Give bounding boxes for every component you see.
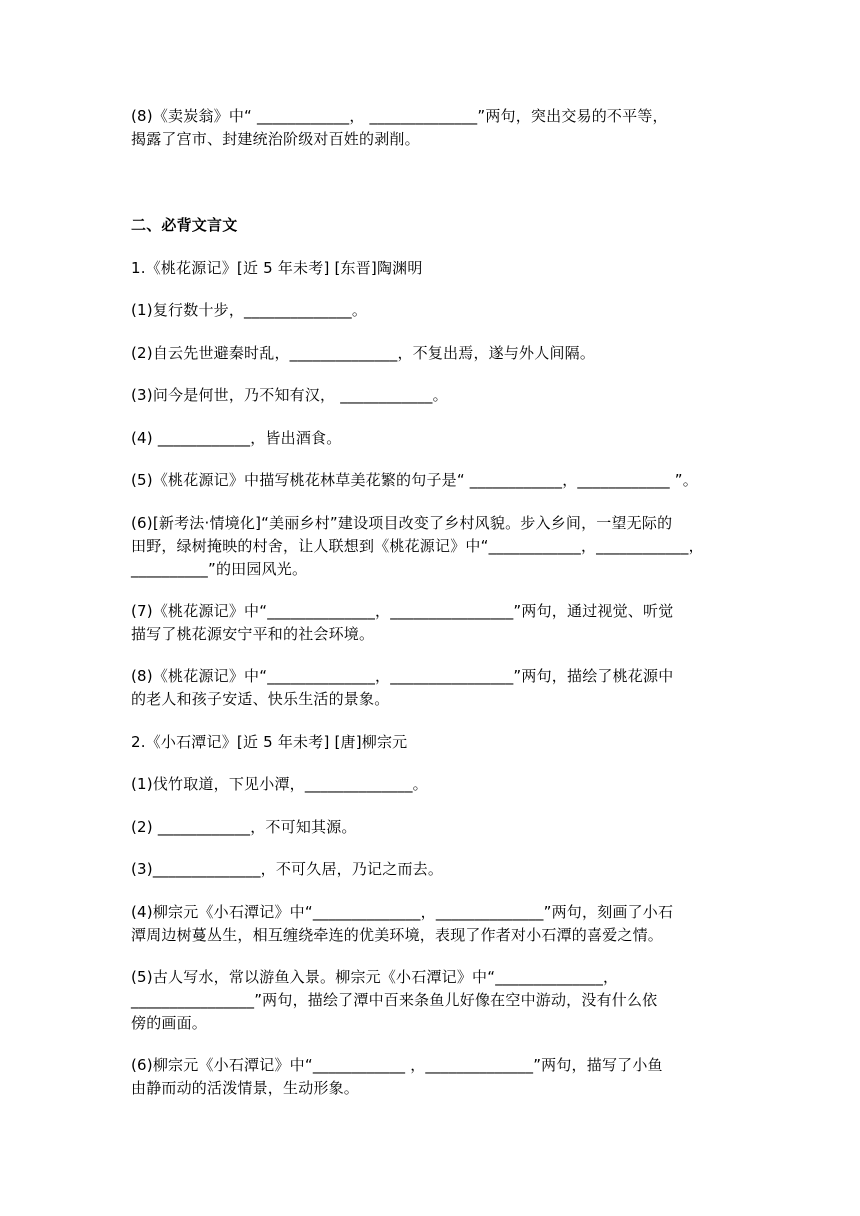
thy-q7-line2: 描写了桃花源安宁平和的社会环境。 — [131, 625, 375, 643]
xiaoshitanji-title: 2.《小石潭记》[近 5 年未考] [唐]柳宗元 — [131, 733, 408, 751]
xst-q4-line2: 潭周边树蔓丛生，相互缠绕牵连的优美环境，表现了作者对小石潭的喜爱之情。 — [131, 926, 664, 944]
thy-q7-line1: (7)《桃花源记》中“______________，________________”两句，通过视觉、听觉 — [131, 602, 674, 620]
thy-q8-line1: (8)《桃花源记》中“______________，________________”两句，描绘了桃花源中 — [131, 667, 674, 685]
thy-q3: (3)问今是何世，乃不知有汉， ____________。 — [131, 386, 448, 404]
thy-q8-line2: 的老人和孩子安适、快乐生活的景象。 — [131, 690, 390, 708]
thy-q5: (5)《桃花源记》中描写桃花林草美花繁的句子是“ ____________，____________ ”。 — [131, 471, 698, 489]
thy-q1: (1)复行数十步，______________。 — [131, 301, 368, 319]
thy-q6-line3: __________”的田园风光。 — [131, 560, 308, 578]
section-heading: 二、必背文言文 — [131, 216, 238, 234]
thy-q4: (4) ____________，皆出酒食。 — [131, 429, 342, 447]
xst-q5-line1: (5)古人写水，常以游鱼入景。柳宗元《小石潭记》中“______________， — [131, 968, 619, 986]
xst-q4-line1: (4)柳宗元《小石潭记》中“______________，______________”两句，刻画了小石 — [131, 903, 674, 921]
q8-maitanweng-line1: (8)《卖炭翁》中“ ____________， ______________”两句，突出交易的不平等， — [131, 107, 668, 125]
thy-q6-line1: (6)[新考法·情境化]“美丽乡村”建设项目改变了乡村风貌。步入乡间，一望无际的 — [131, 514, 673, 532]
thy-q6-line2: 田野，绿树掩映的村舍，让人联想到《桃花源记》中“____________，____________， — [131, 537, 704, 555]
xst-q3: (3)______________，不可久居，乃记之而去。 — [131, 860, 444, 878]
xst-q6-line2: 由静而动的活泼情景，生动形象。 — [131, 1079, 360, 1097]
xst-q2: (2) ____________，不可知其源。 — [131, 818, 357, 836]
xst-q1: (1)伐竹取道，下见小潭，______________。 — [131, 775, 428, 793]
xst-q5-line2: ________________”两句，描绘了潭中百来条鱼儿好像在空中游动，没有什么依 — [131, 991, 658, 1009]
q8-maitanweng-line2: 揭露了宫市、封建统治阶级对百姓的剥削。 — [131, 130, 420, 148]
xst-q5-line3: 傍的画面。 — [131, 1014, 208, 1032]
thy-q2: (2)自云先世避秦时乱，______________，不复出焉，遂与外人间隔。 — [131, 344, 596, 362]
xst-q6-line1: (6)柳宗元《小石潭记》中“____________ ，______________”两句，描写了小鱼 — [131, 1056, 663, 1074]
taohuayuanji-title: 1.《桃花源记》[近 5 年未考] [东晋]陶渊明 — [131, 259, 423, 277]
